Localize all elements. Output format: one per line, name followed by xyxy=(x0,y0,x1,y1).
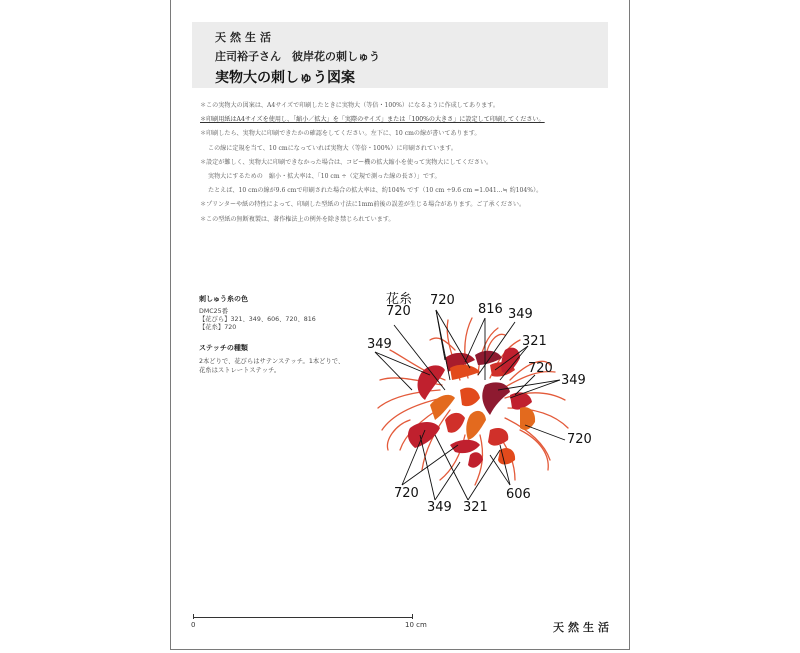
label-stamen-heading: 花糸 xyxy=(386,292,413,307)
label-349: 349 xyxy=(508,307,533,322)
label-720: 720 xyxy=(394,486,419,501)
notes-list xyxy=(200,99,600,227)
label-720: 720 xyxy=(567,432,592,447)
scale-label-ten: 10 cm xyxy=(405,621,427,629)
thread-colors-section xyxy=(199,294,349,332)
note-line: この線に定規を当て、10 cmになっていれば実物大（等倍・100%）に印刷されています。 xyxy=(208,144,457,152)
stitch-types-section xyxy=(199,343,349,375)
scale-tick-start xyxy=(193,614,194,619)
thread-stamen: 【花糸】720 xyxy=(199,324,237,331)
stitch-types-text: 2本どりで、花びらはサテンステッチ。1本どりで、花糸はストレートステッチ。 xyxy=(199,358,345,374)
scale-line xyxy=(193,617,413,618)
scale-bar xyxy=(193,614,408,624)
label-720: 720 xyxy=(430,293,455,308)
note-line: ＊設定が難しく、実物大に印刷できなかった場合は、コピー機の拡大縮小を使って実物大にしてください。 xyxy=(200,158,493,166)
stitch-types-heading: ステッチの種類 xyxy=(199,344,248,352)
header-box xyxy=(192,22,608,88)
scale-label-zero: 0 xyxy=(191,621,196,629)
thread-petals: 【花びら】321、349、606、720、816 xyxy=(199,316,316,323)
label-321: 321 xyxy=(463,500,488,515)
footer-brand-logo: 天然生活 xyxy=(553,621,613,634)
scale-tick-end xyxy=(412,614,413,619)
brand-logo: 天然生活 xyxy=(215,31,275,44)
label-816: 816 xyxy=(478,302,503,317)
subtitle: 庄司裕子さん 彼岸花の刺しゅう xyxy=(215,50,380,63)
label-349: 349 xyxy=(561,373,586,388)
note-line: ＊この型紙の無断複製は、著作権法上の例外を除き禁じられています。 xyxy=(200,215,395,223)
label-stamen-720: 720 xyxy=(386,304,411,319)
note-line: ＊プリンターや紙の特性によって、印刷した型紙の寸法に1mm前後の誤差が生じる場合があります。ご了承ください。 xyxy=(200,201,526,209)
note-line: ＊印刷用紙はA4サイズを使用し、「縮小／拡大」を「実際のサイズ」または「100%の大きさ」に設定して印刷してください。 xyxy=(200,116,545,124)
label-720: 720 xyxy=(528,361,553,376)
page-title: 実物大の刺しゅう図案 xyxy=(215,70,355,86)
label-349: 349 xyxy=(427,500,452,515)
note-line: 実物大にするための 縮小・拡大率は、「10 cm ÷（定規で測った線の長さ）」です。 xyxy=(208,173,441,181)
label-606: 606 xyxy=(506,487,531,502)
note-line: たとえば、10 cmの線が9.6 cmで印刷された場合の拡大率は、約104% です（10 cm ÷9.6 cm =1.041...≒ 約104%）。 xyxy=(208,187,543,195)
label-349: 349 xyxy=(367,337,392,352)
label-321: 321 xyxy=(522,334,547,349)
thread-brand: DMC25番 xyxy=(199,308,228,315)
note-line: ＊この実物大の図案は、A4サイズで印刷したときに実物大（等倍・100%）になるように作成してあります。 xyxy=(200,102,499,109)
note-line: ＊印刷したら、実物大に印刷できたかの確認をしてください。左下に、10 cmの線が書いてあります。 xyxy=(200,130,481,138)
thread-colors-heading: 刺しゅう糸の色 xyxy=(199,295,248,303)
embroidery-pattern xyxy=(350,280,600,520)
